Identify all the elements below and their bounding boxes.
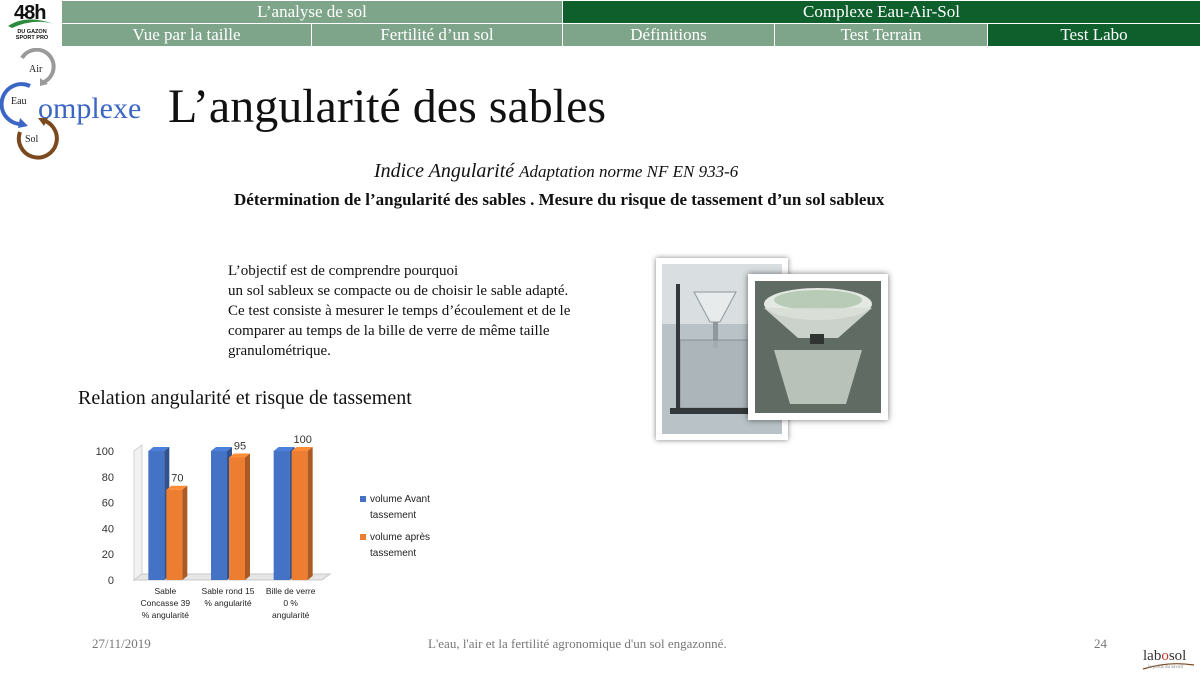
y-tick-label: 40 — [101, 523, 114, 536]
chart-svg — [88, 425, 458, 630]
x-tick-label: % angularité — [141, 610, 189, 620]
y-tick-label: 20 — [101, 549, 114, 562]
nav-complexe-eau-air-sol[interactable]: Complexe Eau-Air-Sol — [563, 1, 1200, 23]
legend-label: volume Avant — [370, 494, 430, 505]
cycle-label-sol: Sol — [25, 134, 39, 145]
bar-side — [245, 453, 250, 580]
indice-heading — [374, 160, 738, 183]
data-label: 70 — [171, 472, 184, 485]
x-tick-label: Bille de verre — [265, 586, 316, 596]
labosol-swoosh-icon — [1140, 648, 1196, 674]
bar — [229, 457, 245, 580]
y-tick-label: 0 — [107, 575, 114, 587]
logo-subtitle: DU GAZON SPORT PRO — [15, 29, 49, 41]
data-label: 100 — [293, 434, 312, 446]
chart-title: Relation angularité et risque de tassement — [78, 387, 412, 409]
determination-text: Détermination de l’angularité des sables . Mesure du risque de tassement d’un sol sableux — [234, 190, 885, 209]
cycle-label-eau: Eau — [11, 96, 27, 107]
x-tick-label: Sable — [154, 586, 177, 596]
indice-main: Indice Angularité — [374, 160, 515, 182]
legend-label: volume après — [370, 532, 431, 543]
legend-swatch — [360, 496, 366, 502]
objective-line: L’objectif est de comprendre pourquoi — [228, 263, 459, 279]
bar — [292, 451, 308, 580]
nav-test-labo[interactable]: Test Labo — [988, 24, 1200, 46]
nav-fertilite-sol[interactable]: Fertilité d’un sol — [312, 24, 563, 46]
labosol-logo — [1140, 648, 1196, 674]
bar — [274, 451, 290, 580]
y-tick-label: 100 — [95, 446, 114, 458]
x-tick-label: Concasse 39 — [140, 598, 191, 608]
footer-date: 27/11/2019 — [92, 636, 151, 651]
legend-swatch — [360, 534, 366, 540]
x-tick-label: Sable rond 15 — [201, 586, 255, 596]
legend-label: tassement — [370, 548, 417, 559]
legend-label: tassement — [370, 510, 417, 521]
bar-side — [182, 486, 187, 580]
logo-48h — [4, 4, 58, 42]
footer-text: L'eau, l'air et la fertilité agronomique d'un sol engazonné. — [428, 636, 727, 651]
nav-definitions[interactable]: Définitions — [563, 24, 775, 46]
complexe-word: omplexe — [38, 92, 142, 125]
y-tick-label: 80 — [101, 471, 114, 484]
x-tick-label: angularité — [271, 610, 310, 620]
nav-vue-par-la-taille[interactable]: Vue par la taille — [62, 24, 312, 46]
objective-paragraph — [228, 261, 668, 361]
bar — [166, 490, 182, 580]
photo-funnel-closeup — [748, 274, 888, 420]
footer-page-number: 24 — [1094, 636, 1107, 651]
objective-line: Ce test consiste à mesurer le temps d’écoulement et de le — [228, 303, 571, 319]
logo-number: 48h — [14, 2, 46, 24]
objective-line: granulométrique. — [228, 343, 331, 359]
bar-chart — [88, 425, 458, 630]
labosol-wordmark: labosol — [1143, 648, 1187, 664]
bar — [148, 451, 164, 580]
bar — [211, 451, 227, 580]
objective-line: un sol sableux se compacte ou de choisir le sable adapté. — [228, 283, 569, 299]
data-label: 95 — [233, 440, 247, 453]
nav-analyse-de-sol[interactable]: L’analyse de sol — [62, 1, 563, 23]
chart-side-wall — [134, 445, 142, 580]
cycle-label-air: Air — [29, 64, 43, 75]
labosol-tagline: le poids du savoir — [1148, 665, 1184, 670]
page-title: L’angularité des sables — [168, 80, 607, 133]
funnel-closeup-image — [748, 274, 888, 420]
x-tick-label: % angularité — [204, 598, 252, 608]
objective-line: comparer au temps de la bille de verre de même taille — [228, 323, 550, 339]
nav-test-terrain[interactable]: Test Terrain — [775, 24, 988, 46]
indice-norm: Adaptation norme NF EN 933-6 — [519, 162, 739, 181]
y-tick-label: 60 — [101, 497, 114, 510]
x-tick-label: 0 % — [283, 598, 298, 608]
bar-side — [308, 447, 313, 580]
